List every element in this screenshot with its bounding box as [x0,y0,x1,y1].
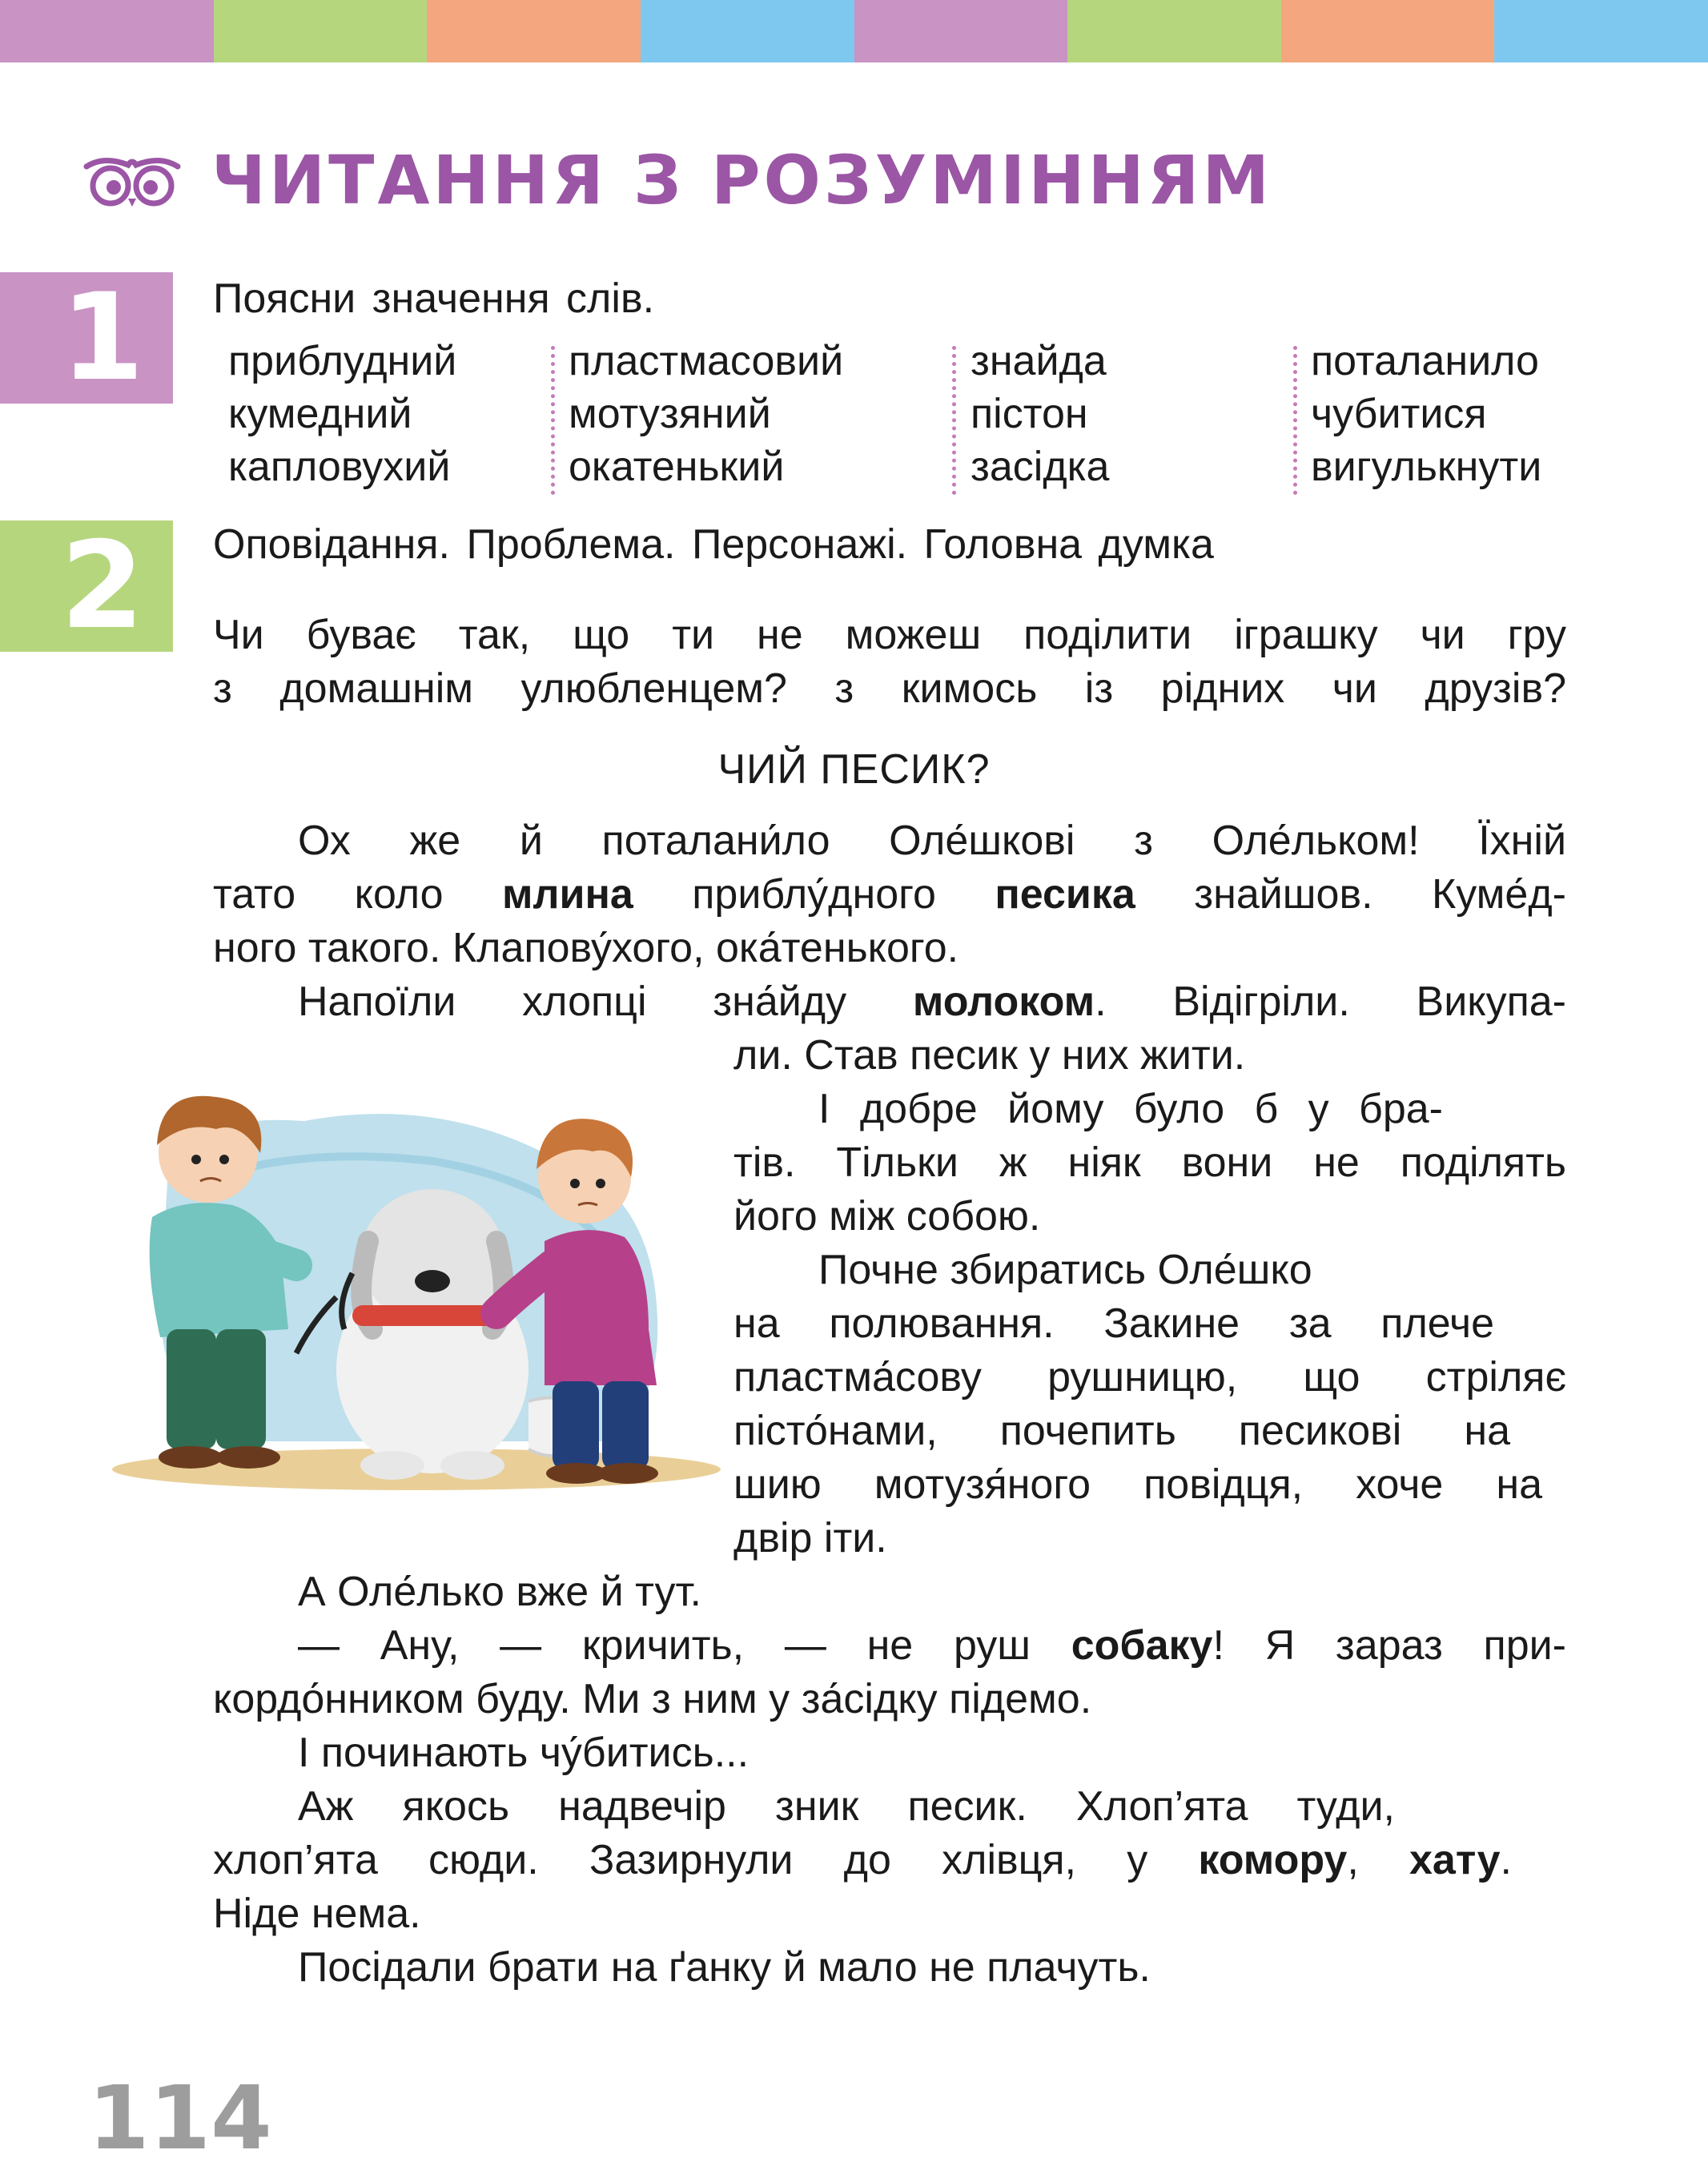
story-line [213,1834,1512,1887]
bold-word: молоком [912,978,1095,1025]
stripe-segment [214,0,428,62]
task2-question-line: з домашнім улюбленцем? з кимось із рідних чи друзів? [213,665,1566,712]
story-line: пісто́нами, почепить песикові на [733,1408,1510,1454]
word-column [1311,335,1541,493]
story-line: Аж якось надвечір зник песик. Хлоп’ята туди, [298,1783,1395,1830]
word: пластмасовий [569,338,844,384]
section-title: ЧИТАННЯ З РОЗУМІННЯМ [211,141,1273,219]
story-line: пластма́сову рушницю, що стріляє [733,1354,1566,1400]
story-line: А Оле́лько вже й тут. [298,1569,701,1615]
text-run: тато коло [213,871,503,918]
word: окатенький [569,444,785,490]
story-line: Ніде нема. [213,1891,421,1937]
word: мотузяний [569,391,771,437]
stripe-segment [1494,0,1708,62]
word: капловухий [228,444,451,490]
bold-word: песика [995,871,1135,918]
word: кумедний [228,391,412,437]
story-line [298,1619,1566,1672]
story-line: на полювання. Закине за плече [733,1300,1494,1347]
word: знайда [971,338,1107,384]
stripe-segment [427,0,641,62]
text-run: знайшов. Куме́д- [1135,871,1566,918]
text-run: , [1347,1837,1409,1883]
section-heading [80,136,1272,224]
column-separator [952,346,956,495]
story-line: кордо́нником буду. Ми з ним у за́сідку підемо. [213,1676,1092,1722]
stripe-segment [1067,0,1281,62]
story-line: Ох же й поталани́ло Оле́шкові з Оле́льком! Їхній [298,818,1566,864]
stripe-segment [0,0,214,62]
word: чубитися [1311,391,1487,437]
story-line: шию мотузя́ного повідця, хоче на [733,1461,1542,1508]
word-column [971,335,1109,493]
bold-word: комору [1198,1837,1348,1883]
story-line [298,975,1566,1028]
owl-eyes-icon [80,152,184,208]
task-number-2: 2 [0,520,173,652]
stripe-segment [1281,0,1495,62]
word-column [569,335,843,493]
text-run: — Ану, — кричить, — не руш [298,1622,1071,1669]
story-line: тів. Тільки ж ніяк вони не поділять [733,1139,1566,1186]
story-line: Посідали брати на ґанку й мало не плачуть. [298,1944,1151,1991]
page-number: 114 [88,2067,272,2169]
task2-prompt: Оповідання. Проблема. Персонажі. Головна думка [213,521,1214,568]
story-line: І починають чу́битись... [298,1730,750,1776]
color-stripe [0,0,1708,62]
story-line [213,868,1566,921]
story-line: ного такого. Клапову́хого, ока́тенького. [213,925,959,971]
story-line: ли. Став песик у них жити. [733,1032,1246,1079]
text-run: ! Я зараз при- [1212,1622,1566,1669]
stripe-segment [641,0,854,62]
column-separator [551,346,555,495]
two-boys-with-dog-illustration [96,1065,721,1521]
word-column [228,335,456,493]
story-title: ЧИЙ ПЕСИК? [717,746,991,793]
bold-word: хату [1409,1837,1501,1883]
word: поталанило [1311,338,1539,384]
task-number-1: 1 [0,272,173,404]
bold-word: млина [502,871,633,918]
word: приблудний [228,338,457,384]
task2-question-line: Чи буває так, що ти не можеш поділити іграшку чи гру [213,612,1566,658]
word: пістон [971,391,1088,437]
column-separator [1293,346,1297,495]
word: засідка [971,444,1110,490]
story-line: двір іти. [733,1515,887,1561]
text-run: Напоїли хлопці зна́йду [298,978,913,1025]
word: вигулькнути [1311,444,1542,490]
text-run: приблу́дного [633,871,995,918]
text-run: . Відігріли. Викупа- [1095,978,1567,1025]
story-line: Почне збиратись Оле́шко [818,1247,1312,1293]
text-run: хлоп’ята сюди. Зазирнули до хлівця, у [213,1837,1199,1883]
story-line: І добре йому було б у бра- [818,1086,1443,1132]
story-line: його між собою. [733,1193,1041,1240]
vocabulary-grid [228,335,1606,495]
text-run: . [1500,1837,1512,1883]
bold-word: собаку [1071,1622,1213,1669]
task1-prompt: Поясни значення слів. [213,275,655,322]
stripe-segment [854,0,1068,62]
